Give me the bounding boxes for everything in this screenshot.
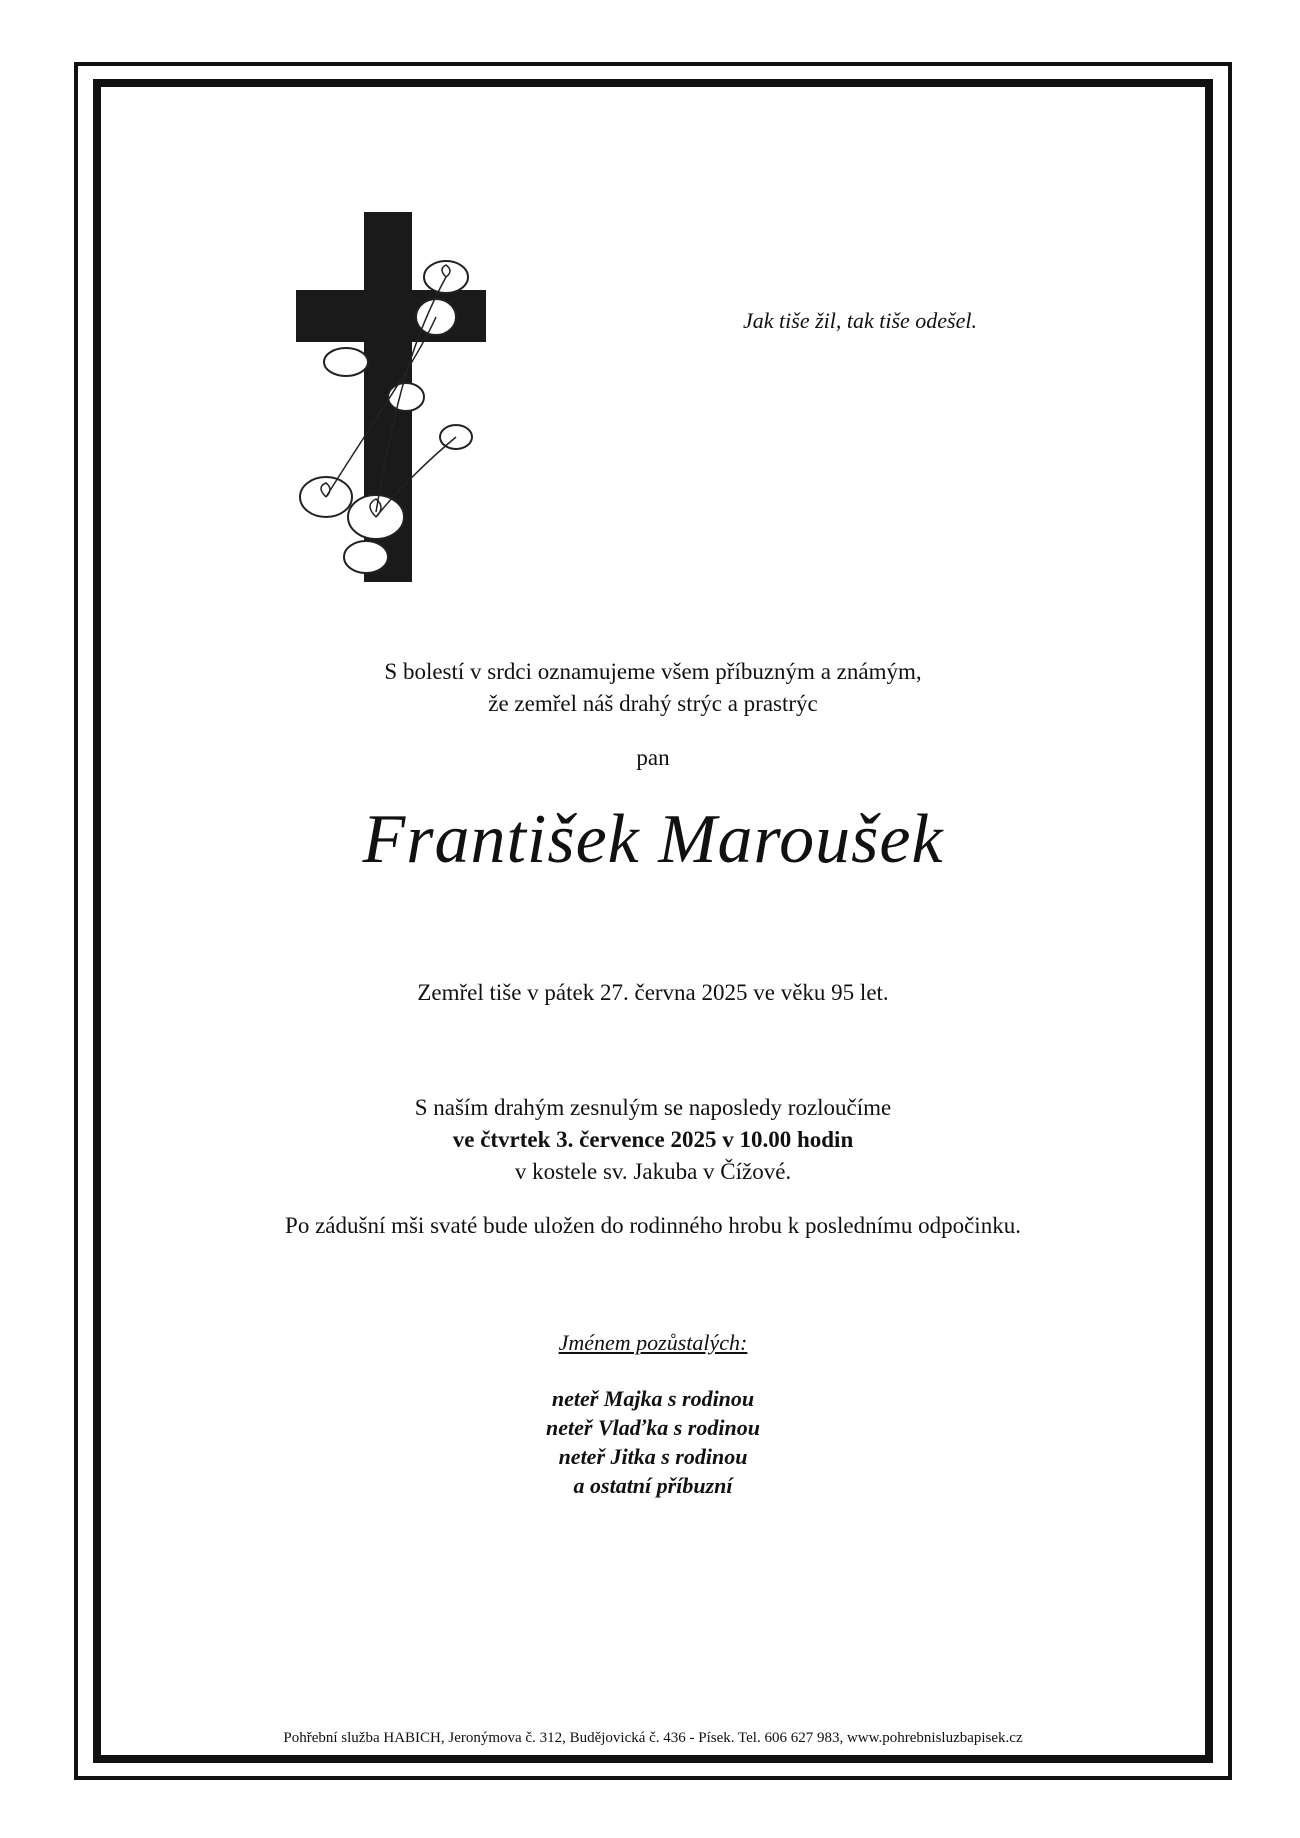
motto-quote: Jak tiše žil, tak tiše odešel. (743, 308, 977, 333)
death-notice: Zemřel tiše v pátek 27. června 2025 ve věku 95 let. (417, 980, 889, 1005)
cross-with-roses-icon (296, 212, 486, 582)
mourners-list (120, 1384, 1186, 1500)
farewell-date (120, 1124, 1186, 1156)
farewell-line-1: S naším drahým zesnulým se naposledy rozloučíme (414, 1095, 892, 1120)
farewell-text (120, 1092, 1186, 1188)
mourners-title: Jménem pozůstalých: (558, 1330, 748, 1355)
intro-text (120, 656, 1186, 720)
farewell-line-3: v kostele sv. Jakuba v Čížové. (514, 1159, 792, 1184)
mourner-3: neteř Jitka s rodinou (558, 1444, 748, 1469)
intro-line-1: S bolestí v srdci oznamujeme všem příbuzným a známým, (384, 659, 922, 684)
mourner-2: neteř Vlaďka s rodinou (546, 1415, 760, 1440)
title-word: pan (636, 745, 670, 770)
intro-line-2: že zemřel náš drahý strýc a prastrýc (488, 691, 818, 716)
mourner-1: neteř Majka s rodinou (551, 1386, 755, 1411)
farewell-date-bold: ve čtvrtek 3. července 2025 v 10.00 hodin (452, 1127, 854, 1152)
footer-contact: Pohřební služba HABICH, Jeronýmova č. 312, Budějovická č. 436 - Písek. Tel. 606 627 983, www.pohrebnisluzbapisek.cz (283, 1730, 1023, 1746)
mourner-4: a ostatní příbuzní (573, 1473, 733, 1498)
deceased-name: František Maroušek (362, 801, 944, 878)
burial-text: Po zádušní mši svaté bude uložen do rodinného hrobu k poslednímu odpočinku. (285, 1213, 1021, 1238)
